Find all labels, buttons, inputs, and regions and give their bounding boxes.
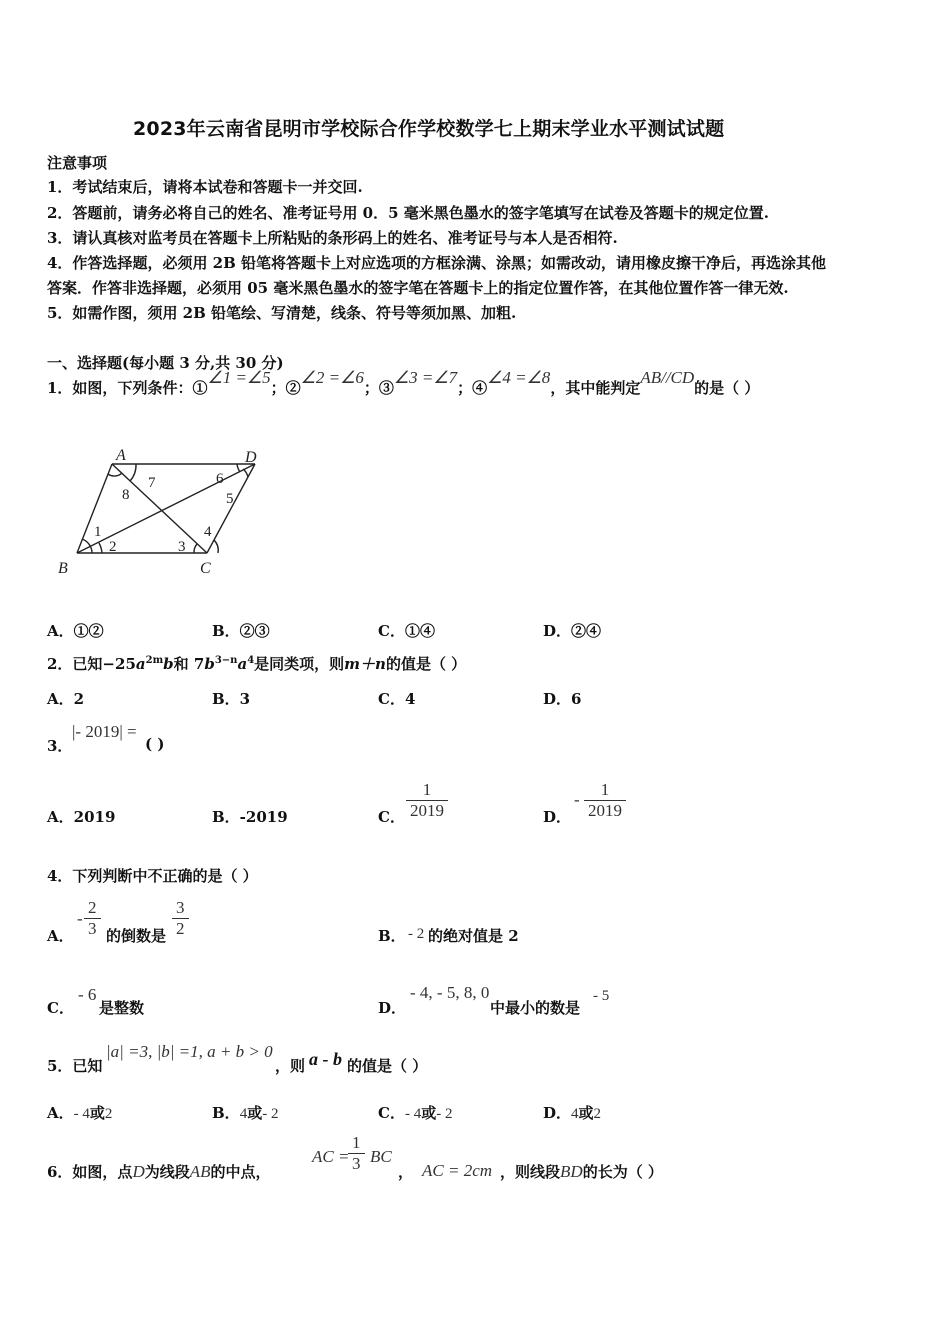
notice-item: 1．考试结束后，请将本试卷和答题卡一并交回.: [47, 178, 363, 196]
q4a-fraction: [84, 898, 101, 939]
option-or: 或: [247, 1104, 263, 1122]
option-a[interactable]: A．2019: [47, 808, 116, 826]
q2-text: 和 7: [173, 655, 205, 673]
option-d[interactable]: D．②④: [543, 622, 602, 640]
q2-text: 2．已知−25: [47, 655, 136, 673]
option-d[interactable]: D．6: [543, 690, 582, 708]
option-c[interactable]: C．①④: [378, 622, 435, 640]
q5-text: ，则: [275, 1057, 306, 1075]
option-value: 2: [104, 1106, 113, 1122]
angle-label: 3: [178, 539, 186, 555]
q4d-expr: - 4, - 5, 8, 0: [410, 983, 490, 1002]
q6-text: 为线段: [144, 1163, 190, 1181]
vertex-label: D: [245, 449, 257, 466]
q2-var: a: [237, 655, 248, 673]
option-a[interactable]: [47, 1102, 112, 1123]
question-6: [47, 1161, 271, 1182]
option-value: - 4: [73, 1106, 90, 1122]
fraction-numerator: 1: [584, 780, 626, 801]
option-or: 或: [421, 1104, 437, 1122]
option-a[interactable]: A．: [47, 927, 74, 945]
q6-var: AB: [189, 1162, 211, 1181]
q6-fraction: [348, 1133, 365, 1174]
q1-condition-1: ∠1 =∠5: [207, 368, 271, 387]
q1-sep: ；②: [270, 379, 301, 397]
q1-condition-2: ∠2 =∠6: [300, 368, 364, 387]
fraction-numerator: 1: [348, 1133, 365, 1154]
q4b-text: 的绝对值是 2: [428, 927, 519, 945]
fraction-numerator: 2: [84, 898, 101, 919]
q6-bc: BC: [370, 1147, 392, 1166]
q2-text: 是同类项，则: [254, 655, 345, 673]
notice-item: 答案．作答非选择题，必须用 05 毫米黑色墨水的签字笔在答题卡上的指定位置作答，在其他位置作答一律无效.: [47, 279, 789, 297]
q1-condition-4: ∠4 =∠8: [487, 368, 551, 387]
q1-condition-3: ∠3 =∠7: [393, 368, 458, 387]
option-label: D．: [543, 1104, 572, 1122]
option-or: 或: [89, 1104, 105, 1122]
angle-label: 4: [204, 524, 212, 540]
fraction-denominator: 2019: [588, 801, 622, 820]
q6-text: 的中点，: [210, 1163, 271, 1181]
option-c[interactable]: C．: [47, 999, 74, 1017]
page-title: 2023年云南省昆明市学校际合作学校数学七上期末学业水平测试试题: [133, 118, 725, 140]
question-1: [47, 368, 760, 398]
q2-var: b: [163, 655, 174, 673]
notice-item: 5．如需作图，须用 2B 铅笔绘、写清楚，线条、符号等须加黑、加粗.: [47, 304, 517, 322]
q6-text-part: 的长为（ ）: [582, 1163, 663, 1181]
q2-var: b: [204, 655, 215, 673]
option-b[interactable]: B．3: [212, 690, 251, 708]
angle-label: 5: [226, 491, 234, 507]
notice-item: 2．答题前，请务必将自己的姓名、准考证号用 0．5 毫米黑色墨水的签字笔填写在试卷及答题卡的规定位置.: [47, 204, 769, 222]
q3-expression: |- 2019| =: [72, 722, 137, 741]
q6-text: ，: [398, 1163, 414, 1181]
option-c[interactable]: [378, 1102, 452, 1123]
question-2: [47, 653, 466, 674]
q4c-expr: - 6: [78, 985, 97, 1004]
q1-suffix: 的是（ ）: [694, 379, 760, 397]
q2-text: 的值是（ ）: [385, 655, 467, 673]
q5-expression: a - b: [309, 1049, 342, 1069]
q4a-neg: -: [77, 909, 83, 928]
option-value: 2: [593, 1106, 602, 1122]
option-a[interactable]: A．2: [47, 690, 85, 708]
q3-negative-sign: -: [574, 790, 580, 809]
q3-number: 3．: [47, 737, 73, 755]
fraction-denominator: 3: [88, 919, 97, 938]
vertex-label: C: [200, 560, 211, 577]
q3-option-c-fraction: [406, 780, 448, 821]
option-c[interactable]: C．: [378, 808, 405, 826]
fraction-numerator: 3: [172, 898, 189, 919]
angle-label: 2: [109, 539, 117, 555]
q1-prefix: 1．如图，下列条件：①: [47, 379, 208, 397]
angle-label: 8: [122, 487, 130, 503]
option-value: - 2: [262, 1106, 279, 1122]
option-value: 4: [571, 1106, 579, 1122]
q2-exp: 2m: [145, 655, 164, 666]
parallelogram-figure: [52, 440, 272, 585]
option-b[interactable]: B．②③: [212, 622, 270, 640]
q5-condition: |a| =3, |b| =1, a + b > 0: [106, 1042, 273, 1061]
notice-heading: 注意事项: [47, 154, 108, 172]
q2-exp: 3−n: [214, 655, 238, 666]
option-value: 4: [239, 1106, 248, 1122]
option-or: 或: [578, 1104, 594, 1122]
q1-sep: ；③: [363, 379, 394, 397]
q6-ac: AC =: [312, 1147, 350, 1166]
section-heading: 一、选择题(每小题 3 分,共 30 分): [47, 354, 284, 372]
q5-text: 的值是（ ）: [347, 1057, 428, 1075]
vertex-label: A: [116, 447, 126, 464]
q6-text: [500, 1161, 663, 1182]
q6-text: 6．如图，点: [47, 1163, 133, 1181]
notice-item: 4．作答选择题，必须用 2B 铅笔将答题卡上对应选项的方框涂满、涂黑；如需改动，请用橡皮擦干净后，再选涂其他: [47, 254, 827, 272]
q4a-fraction-2: [172, 898, 189, 939]
q4b-expr: - 2: [408, 926, 425, 942]
angle-label: 1: [94, 524, 102, 540]
fraction-numerator: 1: [406, 780, 448, 801]
q1-target: AB//CD: [640, 368, 695, 387]
vertex-label: B: [58, 560, 68, 577]
angle-label: 6: [216, 471, 224, 487]
q5-text: 5．已知: [47, 1057, 103, 1075]
option-b[interactable]: B．: [378, 927, 406, 945]
option-label: A．: [47, 1104, 74, 1122]
q3-paren: ( ): [145, 735, 165, 753]
angle-label: 7: [148, 475, 156, 491]
option-value: - 4: [404, 1106, 422, 1122]
q2-var: a: [135, 655, 146, 673]
option-d[interactable]: [543, 1102, 601, 1123]
option-d[interactable]: D．: [543, 808, 572, 826]
option-c[interactable]: C．4: [378, 690, 416, 708]
option-a[interactable]: A．①②: [47, 622, 104, 640]
q6-text-part: ，则线段: [500, 1163, 561, 1181]
option-b[interactable]: B．-2019: [212, 808, 288, 826]
q4a-text: 的倒数是: [106, 927, 167, 945]
fraction-denominator: 2019: [410, 801, 444, 820]
notice-item: 3．请认真核对监考员在答题卡上所粘贴的条形码上的姓名、准考证号与本人是否相符.: [47, 229, 618, 247]
q4d-text: 中最小的数是: [490, 999, 581, 1017]
q4d-value: - 5: [593, 988, 610, 1004]
option-value: - 2: [436, 1106, 453, 1122]
question-4: 4．下列判断中不正确的是（ ）: [47, 867, 258, 885]
q2-expression: m＋n: [344, 655, 386, 673]
q1-sep: ，其中能判定: [550, 379, 641, 397]
q6-var: BD: [560, 1162, 583, 1181]
fraction-denominator: 2: [176, 919, 185, 938]
q2-exp: 4: [247, 655, 255, 666]
option-label: C．: [378, 1104, 405, 1122]
q6-ac2: AC = 2cm: [422, 1161, 493, 1180]
q6-var: D: [132, 1162, 145, 1181]
q1-sep: ；④: [457, 379, 488, 397]
q4c-text: 是整数: [99, 999, 145, 1017]
q3-option-d-fraction: [584, 780, 626, 821]
fraction-denominator: 3: [352, 1154, 361, 1173]
option-label: B．: [212, 1104, 240, 1122]
option-b[interactable]: [212, 1102, 278, 1123]
option-d[interactable]: D．: [378, 999, 407, 1017]
